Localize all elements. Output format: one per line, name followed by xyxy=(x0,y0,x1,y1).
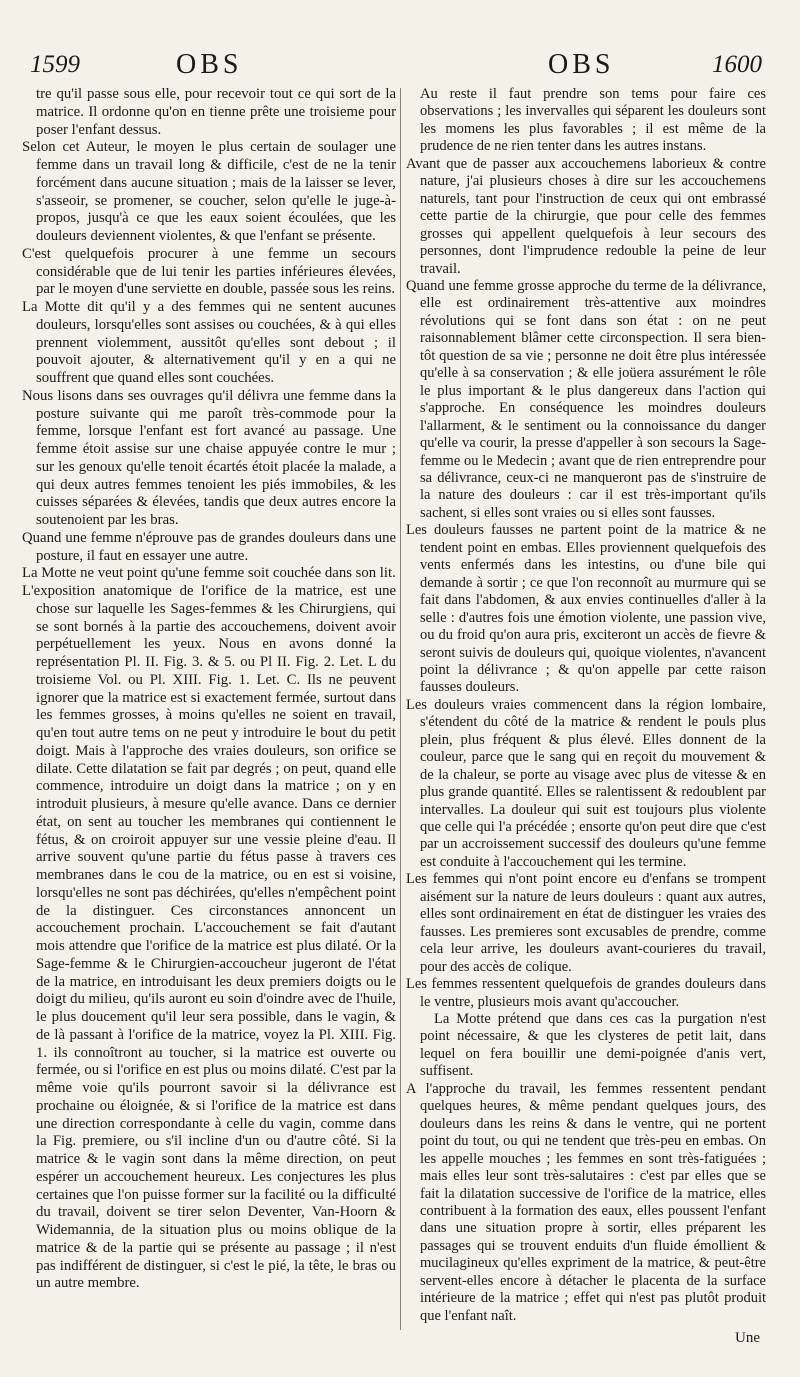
paragraph: Avant que de passer aux accouchemens laborieux & contre nature, j'ai plusieurs choses à dire sur les accouchemens naturels, tant pour l'instruction de ceux qui ont embrassé cette partie de la chirurgie, que pour celle des femmes grosses qui appellent quelquefois à leur secours des personnes, dont l'imprudence redouble la peine de leur travail. xyxy=(406,155,766,277)
paragraph: A l'approche du travail, les femmes ressentent pendant quelques heures, & même pendant quelques jours, des douleurs dans les reins & dans le ventre, qui ne portent point du tout, ou qui ne tendent que très-peu en embas. On les appelle mouches ; les femmes en sont très-fatiguées ; mais elles leur sont très-salutaires : c'est par elles que se fait la dilatation successive de l'orifice de la matrice, elles contribuent à la formation des eaux, elles poussent l'enfant dans une situation propre à sortir, elles préparent les passages qui se trouvent enduits d'un fluide émollient & mucilagineux qu'elles expriment de la matrice, & peut-être servent-elles encore à détacher le placenta de la surface intérieure de la matrice ; effet qui n'est pas plutôt produit que l'enfant naît. xyxy=(406,1080,766,1324)
paragraph: L'exposition anatomique de l'orifice de la matrice, est une chose sur laquelle les Sages-femmes & les Chirurgiens, qui se sont bornés à la partie des accouchemens, doivent avoir perpétuellement les yeux. Nous en avons donné la représentation Pl. II. Fig. 3. & 5. ou Pl II. Fig. 2. Let. L du troisieme Vol. ou Pl. XIII. Fig. 1. Let. C. Ils ne peuvent ignorer que la matrice est si exactement fermée, surtout dans les femmes grosses, à moins qu'elles ne soient en travail, qu'en tout autre tems on ne peut y introduire le bout du petit doigt. Mais à l'approche des vraies douleurs, son orifice se dilate. Cette dilatation se fait par degrés ; on peut, quand elle commence, introduire un doigt dans la matrice ; on y en introduit plusieurs, à mesure qu'elle avance. Dans ce dernier état, on sent au toucher les membranes qui contiennent le fétus, & on croiroit appuyer sur une vessie pleine d'eau. Il arrive souvent qu'une partie du fétus passe à travers ces membranes dans le cou de la matrice, ou en est si voisine, lorsqu'elles ne sont pas déchirées, qu'elles n'empêchent point de la distinguer. Ces circonstances annoncent un accouchement prochain. L'accouchement se fait d'autant mois attendre que l'orifice de la matrice est plus dilaté. Or la Sage-femme & le Chirurgien-accoucheur jugeront de l'état de la matrice, en introduisant les deux premiers doigts ou le doigt du milieu, qu'ils auront eu soin d'oindre avec de l'huile, le plus doucement qu'il leur sera possible, dans le vagin, & de là passant à l'orifice de la matrice, voyez la Pl. XIII. Fig. 1. ils connoîtront au toucher, si la matrice est ouverte ou fermée, ou si l'orifice en est plus ou moins dilaté. C'est par la même voie qu'ils pourront savoir si la délivrance est prochaine ou éloignée, & si l'orifice de la matrice est dans une direction correspondante à celle du vagin, comme dans la Fig. premiere, ou s'il incline d'un ou d'autre côté. Si la matrice & le vagin sont dans la même direction, on peut espérer un accouchement heureux. Les conjectures les plus certaines que l'on puisse former sur la facilité ou la difficulté du travail, doivent se tirer selon Deventer, Van-Hoorn & Widemannia, de la situation plus ou moins oblique de la matrice & de la partie qui se présente au passage ; il n'est pas indifférent de distinguer, si c'est le pié, la tête, le bras ou un autre membre. xyxy=(22,583,396,1292)
left-column xyxy=(22,86,396,1293)
column-divider xyxy=(400,88,401,1330)
paragraph: Quand une femme n'éprouve pas de grandes douleurs dans une posture, il faut en essayer une autre. xyxy=(22,529,396,564)
running-header xyxy=(0,50,800,84)
paragraph: Au reste il faut prendre son tems pour faire ces observations ; les invervalles qui séparent les douleurs sont les momens les plus favorables ; il est même de la prudence de ne rien tenter dans les autres instans. xyxy=(420,86,766,155)
paragraph: Nous lisons dans ses ouvrages qu'il délivra une femme dans la posture suivante qui me paroît très-commode pour la femme, lorsque l'enfant est fort avancé au passage. Une femme étoit assise sur une chaise appuyée contre le mur ; sur les genoux qu'elle tenoit écartés étoit placée la malade, a qui deux autres femmes tenoient les piés immobiles, & les cuisses séparées & élevées, tandis que deux autres encore la soutenoient par les bras. xyxy=(22,387,396,528)
left-page-number: 1599 xyxy=(30,51,80,78)
paragraph: Les douleurs fausses ne partent point de la matrice & ne tendent point en embas. Elles proviennent quelquefois des vents enfermés dans les intestins, ou d'une bile qui demande à sortir ; ce que l'on reconnoît au murmure qui se fait dans l'abdomen, & aux envies continuelles d'aller à la selle : d'autres fois une émotion violente, une passion vive, ou du froid qu'on aura pris, exciteront un accès de fievre & seront suivis de douleurs qui, quoique violentes, n'avancent point la délivrance ; & qu'on appelle par cette raison fausses douleurs. xyxy=(406,522,766,696)
paragraph: La Motte prétend que dans ces cas la purgation n'est point nécessaire, & que les clysteres de petit lait, dans lequel on fera bouillir une demi-poignée d'anis vert, suffisent. xyxy=(420,1011,766,1080)
left-running-title: OBS xyxy=(176,49,243,80)
right-page-number: 1600 xyxy=(712,51,762,78)
paragraph: Selon cet Auteur, le moyen le plus certain de soulager une femme dans un travail long & difficile, c'est de ne la tenir forcément dans aucune situation ; mais de la laisser se lever, s'asseoir, se promener, se coucher, selon qu'elle le juge-à-propos, jusqu'à ce que les eaux soient écoulées, que les douleurs deviennent violentes, & que l'enfant se présente. xyxy=(22,139,396,244)
paragraph: C'est quelquefois procurer à une femme un secours considérable que de lui tenir les parties inférieures élevées, par le moyen d'une serviette en double, passée sous les reins. xyxy=(22,245,396,298)
right-column xyxy=(406,86,766,1325)
catchword: Une xyxy=(735,1330,760,1346)
paragraph: La Motte ne veut point qu'une femme soit couchée dans son lit. xyxy=(22,565,396,582)
right-running-title: OBS xyxy=(548,49,615,80)
paragraph: Les femmes ressentent quelquefois de grandes douleurs dans le ventre, plusieurs mois avant qu'accoucher. xyxy=(406,976,766,1010)
paragraph: Les femmes qui n'ont point encore eu d'enfans se trompent aisément sur la nature de leurs douleurs : quant aux autres, elles sont ordinairement en état de distinguer les vraies des fausses. Les premieres sont excusables de prendre, comme cela leur arrive, les douleurs avant-courieres du travail, pour des accès de colique. xyxy=(406,871,766,975)
paragraph: La Motte dit qu'il y a des femmes qui ne sentent aucunes douleurs, lorsqu'elles sont assises ou couchées, & à qui elles prennent violemment, aussitôt qu'elles sont debout ; il pouvoit ajouter, & alternativement qu'il y en a qui ne souffrent que quand elles sont couchées. xyxy=(22,299,396,386)
paragraph: Quand une femme grosse approche du terme de la délivrance, elle est ordinairement très-attentive aux moindres révolutions qui se font dans son état : on ne peut raisonnablement blâmer cette circonspection. Il sera bien-tôt question de sa vie ; personne ne doit être plus intéressée qu'elle à sa conservation ; & elle joüera assurément le rôle le plus important & le plus dangereux dans l'action qui s'approche. En conséquence les moindres douleurs l'allarment, & le sentiment ou la connoissance du danger qu'elle va courir, la presse d'appeller à son secours la Sage-femme ou le Medecin ; avant que de rien entreprendre pour sa délivrance, ceux-ci ne manqueront pas de s'instruire de la nature des douleurs : car il est très-important qu'ils sachent, si elles sont vraies ou si elles sont fausses. xyxy=(406,277,766,521)
paragraph: tre qu'il passe sous elle, pour recevoir tout ce qui sort de la matrice. Il ordonne qu'on en tienne prête une troisieme pour poser l'enfant dessus. xyxy=(36,86,396,138)
paragraph: Les douleurs vraies commencent dans la région lombaire, s'étendent du côté de la matrice & rendent le pouls plus plein, plus fréquent & plus élevé. Elles donnent de la couleur, parce que le sang qui en reçoit du mouvement & de la chaleur, se porte au visage avec plus de vitesse & en plus grande quantité. Elles se ralentissent & redoublent par intervalles. La douleur qui suit est toujours plus violente que celle qui l'a précédée ; ensorte qu'on peut dire que c'est par un accroissement successif des douleurs qu'une femme est conduite à l'accouchement qui les termine. xyxy=(406,696,766,870)
